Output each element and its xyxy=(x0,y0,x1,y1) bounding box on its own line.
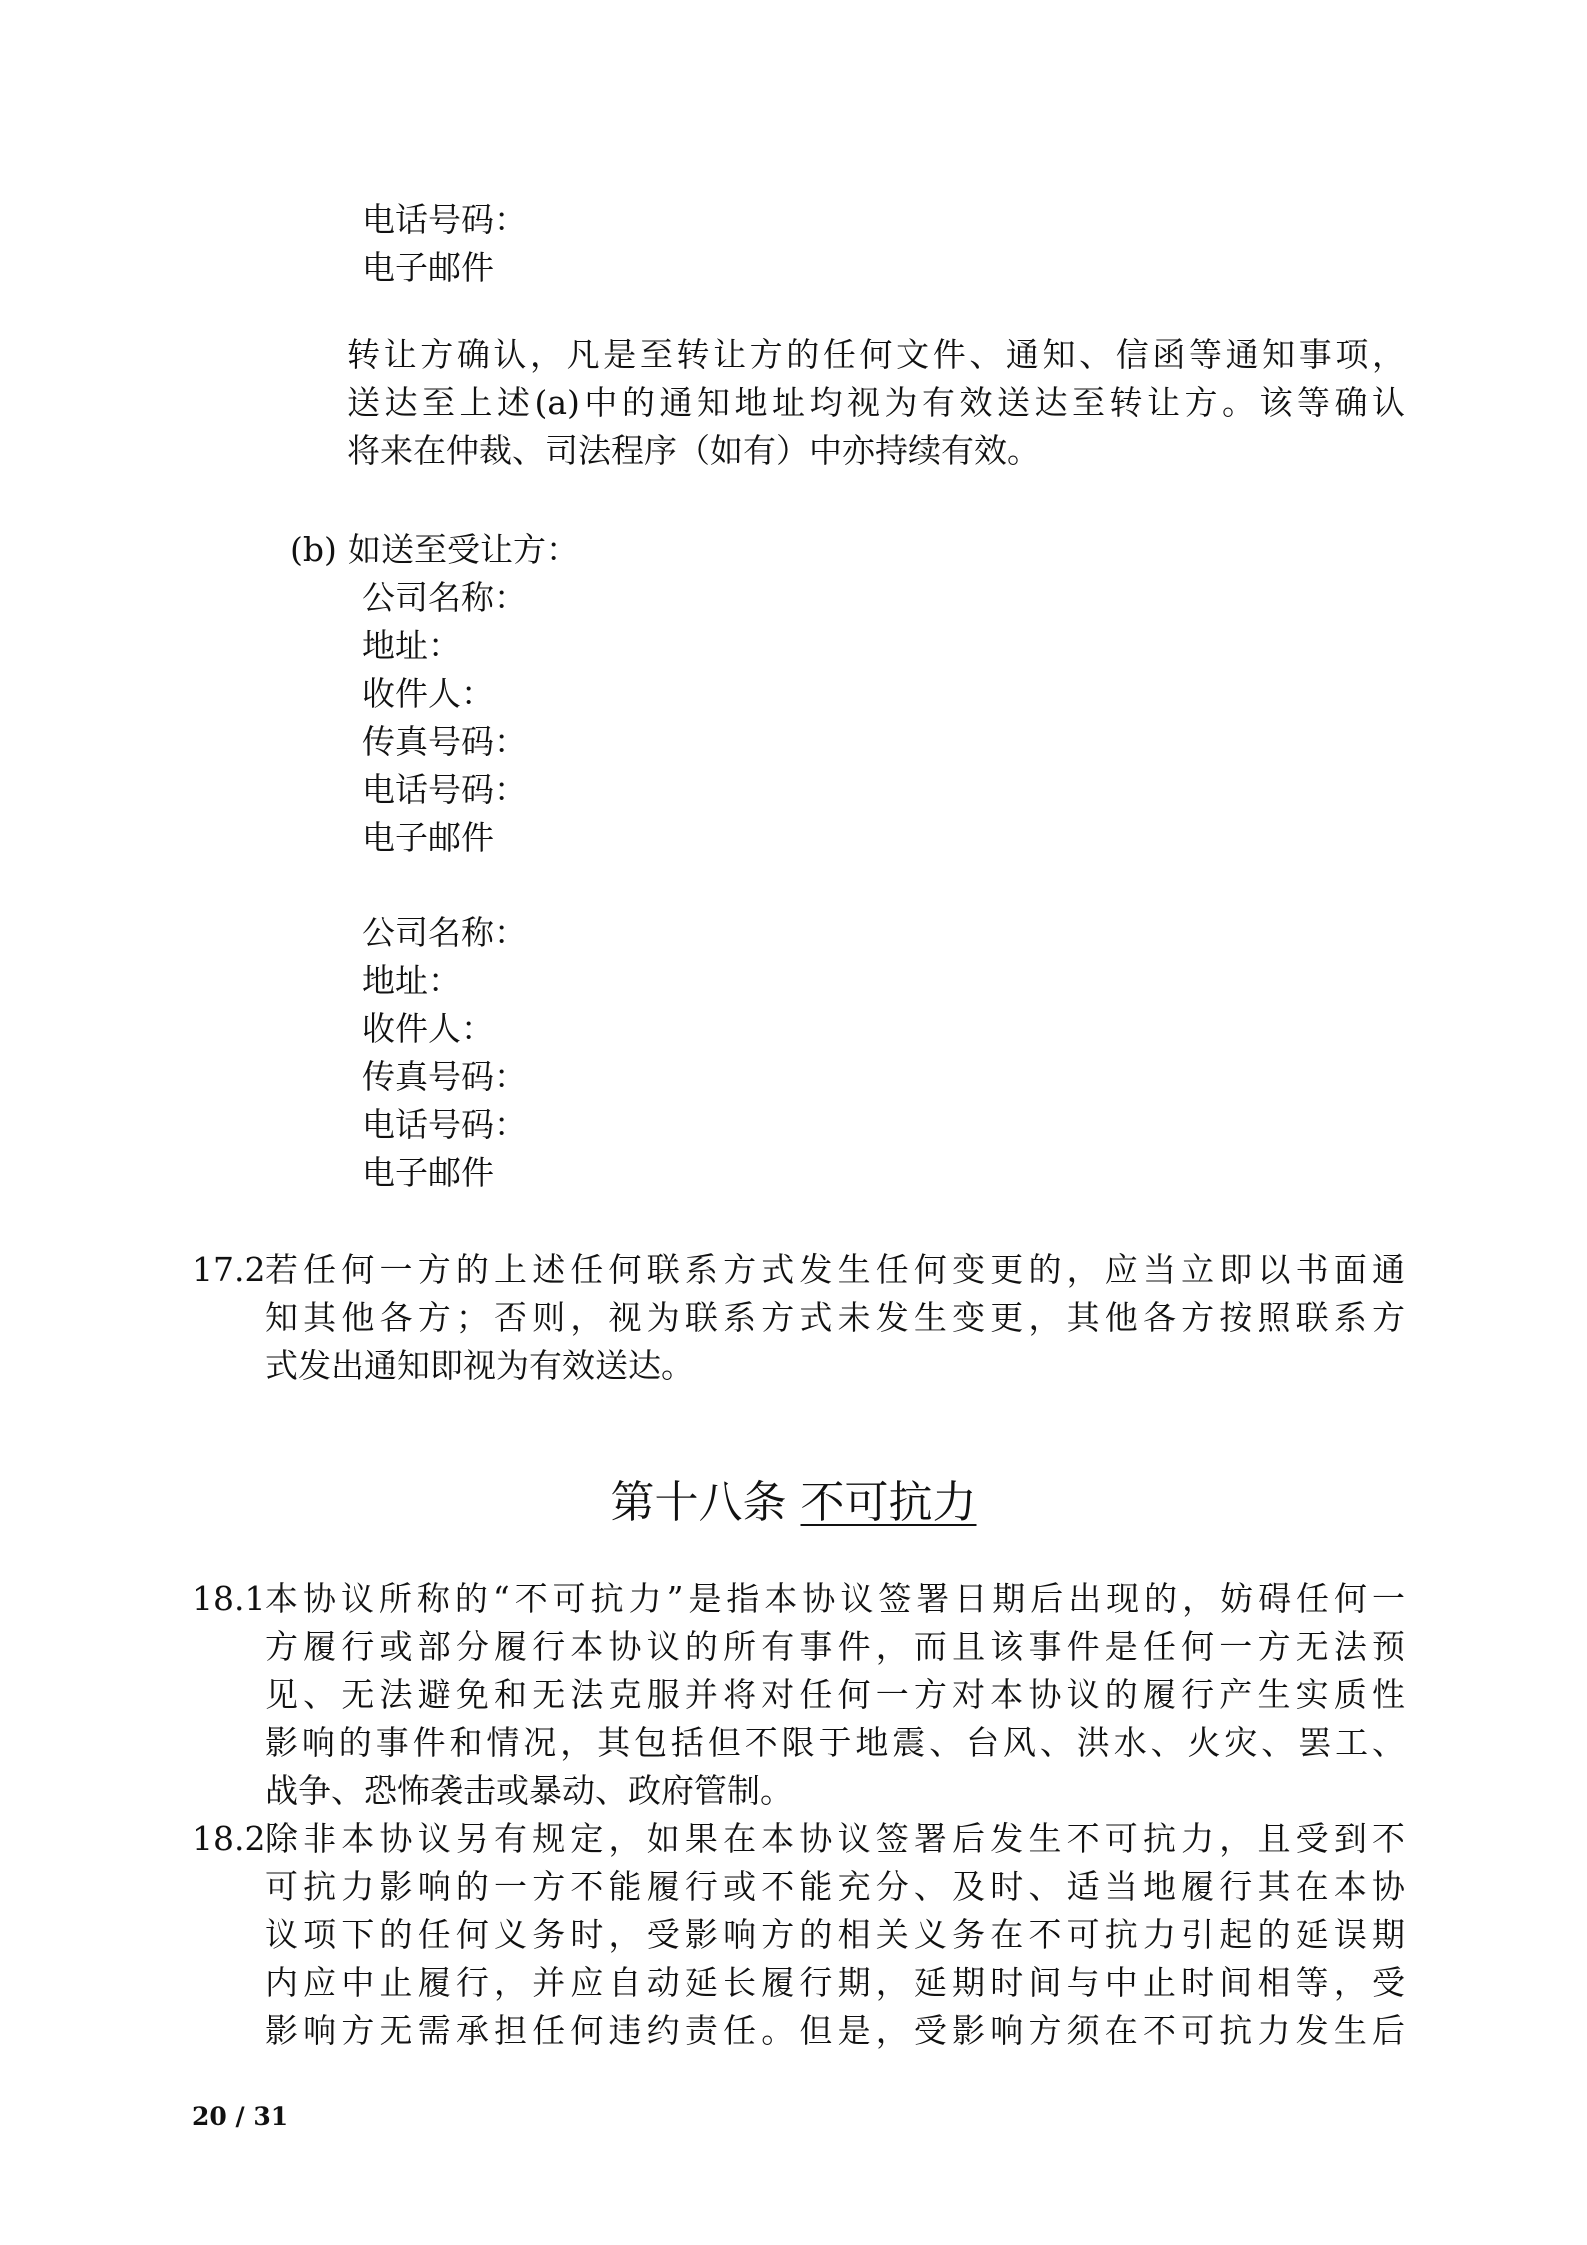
clause-line: 可抗力影响的一方不能履行或不能充分、及时、适当地履行其在本协 xyxy=(265,1867,1405,1906)
address-label: 地址： xyxy=(362,961,461,1000)
clause-line: 内应中止履行，并应自动延长履行期，延期时间与中止时间相等，受 xyxy=(265,1963,1405,2002)
clause-line: 议项下的任何义务时，受影响方的相关义务在不可抗力引起的延误期 xyxy=(265,1915,1405,1954)
clause-line: 战争、恐怖袭击或暴动、政府管制。 xyxy=(265,1771,793,1810)
company-name-label: 公司名称： xyxy=(362,578,527,617)
article-number: 第十八条 xyxy=(610,1477,787,1528)
article-heading xyxy=(0,1473,1587,1533)
email-label: 电子邮件 xyxy=(362,818,494,857)
clause-number: 17.2 xyxy=(192,1250,266,1289)
clause-line: 影响方无需承担任何违约责任。但是，受影响方须在不可抗力发生后 xyxy=(265,2011,1405,2050)
clause-number: 18.2 xyxy=(192,1819,266,1858)
email-label: 电子邮件 xyxy=(362,1153,494,1192)
recipient-label: 收件人： xyxy=(362,674,494,713)
clause-number: 18.1 xyxy=(192,1579,266,1618)
clause-line: 见、无法避免和无法克服并将对任何一方对本协议的履行产生实质性 xyxy=(265,1675,1405,1714)
contact-phone-label: 电话号码： xyxy=(362,200,527,239)
clause-line: 知其他各方；否则，视为联系方式未发生变更，其他各方按照联系方 xyxy=(265,1298,1405,1337)
clause-line: 若任何一方的上述任何联系方式发生任何变更的，应当立即以书面通 xyxy=(265,1250,1405,1289)
item-b-label: 如送至受让方： xyxy=(348,530,579,569)
clause-line: 方履行或部分履行本协议的所有事件，而且该事件是任何一方无法预 xyxy=(265,1627,1405,1666)
recipient-label: 收件人： xyxy=(362,1009,494,1048)
clause-line: 影响的事件和情况，其包括但不限于地震、台风、洪水、火灾、罢工、 xyxy=(265,1723,1405,1762)
phone-label: 电话号码： xyxy=(362,770,527,809)
confirmation-line: 送达至上述(a)中的通知地址均视为有效送达至转让方。该等确认 xyxy=(347,383,1405,422)
contact-email-label: 电子邮件 xyxy=(362,248,494,287)
phone-label: 电话号码： xyxy=(362,1105,527,1144)
confirmation-line: 将来在仲裁、司法程序（如有）中亦持续有效。 xyxy=(347,431,1040,470)
company-name-label: 公司名称： xyxy=(362,913,527,952)
fax-label: 传真号码： xyxy=(362,722,527,761)
address-label: 地址： xyxy=(362,626,461,665)
fax-label: 传真号码： xyxy=(362,1057,527,1096)
page-number: 20 / 31 xyxy=(192,2102,289,2131)
item-b-marker: (b) xyxy=(290,530,337,569)
article-title: 不可抗力 xyxy=(800,1477,977,1528)
clause-line: 本协议所称的“不可抗力”是指本协议签署日期后出现的，妨碍任何一 xyxy=(265,1579,1405,1618)
clause-line: 式发出通知即视为有效送达。 xyxy=(265,1346,694,1385)
clause-line: 除非本协议另有规定，如果在本协议签署后发生不可抗力，且受到不 xyxy=(265,1819,1405,1858)
confirmation-line: 转让方确认，凡是至转让方的任何文件、通知、信函等通知事项， xyxy=(347,335,1405,374)
